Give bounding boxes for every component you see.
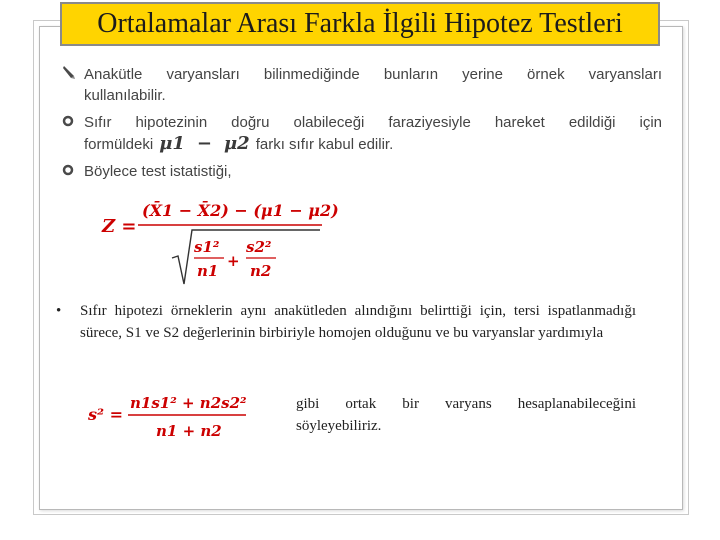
ring-bullet-icon	[62, 161, 74, 182]
z-formula	[100, 196, 350, 288]
plus-sign: +	[227, 252, 240, 270]
minus-symbol: −	[196, 133, 212, 154]
paragraph-text: Sıfır hipotezi örneklerin aynı anakütleden alındığını belirttiği için, tersi ispatlanmadığı sürece, S1 ve S2 değerlerinin birbiriyle homojen olduğunu ve bu varyanslar yardımıyla	[80, 303, 636, 341]
pooled-variance-formula	[86, 386, 256, 444]
z-lhs: Z =	[102, 216, 137, 237]
s1-squared: s1²	[194, 238, 220, 256]
slide-title: Ortalamalar Arası Farkla İlgili Hipotez Testleri	[97, 8, 623, 39]
s2-numerator: n1s1² + n2s2²	[130, 394, 247, 412]
title-bar	[60, 2, 660, 46]
bullet-text: formüldeki	[84, 136, 154, 153]
conclusion-line: söyleyebiliriz.	[296, 418, 382, 434]
pen-icon	[62, 64, 76, 86]
bullet-list	[62, 64, 662, 182]
s2-denominator: n1 + n2	[156, 422, 222, 440]
conclusion-text	[296, 393, 636, 437]
bullet-item	[62, 161, 662, 182]
bullet-text: farkı sıfır kabul edilir.	[255, 136, 394, 153]
explanation-paragraph	[56, 300, 636, 344]
paragraph-bullet: •	[56, 303, 62, 319]
mu2-symbol: μ2	[224, 133, 250, 154]
conclusion-line: gibi ortak bir varyans hesaplanabileceğini	[296, 396, 636, 412]
bullet-text: Anakütle varyansları bilinmediğinde bunların yerine örnek varyansları	[84, 66, 662, 83]
n1-label: n1	[197, 262, 219, 280]
ring-bullet-icon	[62, 112, 74, 133]
s2-squared: s2²	[246, 238, 272, 256]
mu1-symbol: μ1	[159, 133, 185, 154]
bullet-text: Böylece test istatistiği,	[84, 163, 232, 180]
s2-lhs: s² =	[88, 405, 123, 424]
bullet-text: Sıfır hipotezinin doğru olabileceği faraziyesiyle hareket edildiği için	[84, 114, 662, 131]
z-numerator: (X̄1 − X̄2) − (μ1 − μ2)	[142, 201, 339, 220]
bullet-text: kullanılabilir.	[84, 87, 166, 104]
bullet-item	[62, 64, 662, 106]
n2-label: n2	[250, 262, 272, 280]
bullet-item	[62, 112, 662, 155]
